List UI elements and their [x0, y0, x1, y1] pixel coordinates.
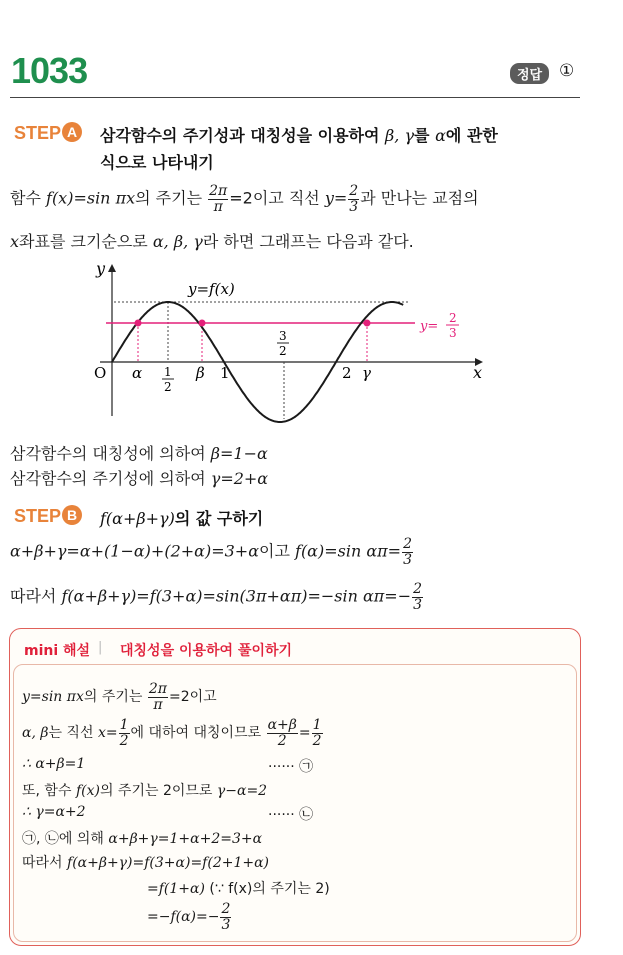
step-a-label: STEP A [14, 122, 82, 144]
tick-three-half-num: 3 [279, 329, 287, 343]
point-beta [199, 320, 206, 327]
step-a-title-line2: 식으로 나타내기 [100, 153, 214, 172]
tick-alpha: α [132, 364, 143, 382]
mini-line5-marker: ······ ㉡ [268, 807, 314, 823]
tick-one: 1 [220, 364, 230, 382]
tick-gamma: γ [362, 364, 371, 382]
step-a-title: 삼각함수의 주기성과 대칭성을 이용하여 β, γ를 α에 관한 [100, 126, 498, 145]
y-axis-arrow [108, 264, 116, 272]
tick-beta: β [196, 364, 205, 382]
x-axis-label: x [473, 363, 483, 382]
para1-line2: x좌표를 크기순으로 α, β, γ라 하면 그래프는 다음과 같다. [10, 232, 414, 251]
tick-half-num: 1 [164, 365, 172, 379]
mini-line2: α, β는 직선 x= $\frac{1}{2}$ 에 대하여 대칭이므로 $\frac{\alpha+\beta}{2}$ = $\frac{1}{2}$ [22, 717, 322, 749]
tick-three-half-den: 2 [279, 344, 287, 358]
mini-title: 대칭성을 이용하여 풀이하기 [120, 643, 293, 659]
step-b-badge: B [62, 505, 82, 525]
line-label: y= [420, 319, 439, 334]
line-label-den: 3 [449, 326, 457, 340]
step-b-label: STEP B [14, 505, 82, 527]
mini-line4: 또, 함수 f(x)의 주기는 2이므로 γ−α=2 [22, 783, 268, 799]
mini-line3-marker: ······ ㉠ [268, 759, 314, 775]
mini-label: mini 해설 [24, 643, 91, 659]
para1-line1: 함수 f(x)=sin πx의 주기는 $\frac{2\pi}{\pi}$ =2이고 직선 y= $\frac{2}{3}$ 과 만나는 교점의 [10, 183, 479, 215]
mini-line5: ∴ γ=α+2 [22, 804, 86, 820]
para2-line2: 따라서 f(α+β+γ)=f(3+α)=sin(3π+απ)=−sin απ=− $\frac{2}{3}$ [10, 581, 423, 613]
problem-number: 1033 [11, 50, 88, 91]
answer-value: ① [559, 61, 575, 81]
y-axis-label: y [96, 259, 106, 278]
tick-two: 2 [342, 364, 352, 382]
mini-line1: y=sin πx의 주기는 $\frac{2\pi}{\pi}$ =2이고 [22, 681, 217, 713]
para2-line1: α+β+γ=α+(1−α)+(2+α)=3+α이고 f(α)=sin απ= $\frac{2}{3}$ [10, 536, 412, 568]
mini-line3: ∴ α+β=1 [22, 756, 86, 772]
step-a-badge: A [62, 122, 82, 142]
line-label-num: 2 [449, 311, 457, 325]
symmetry-line: 삼각함수의 대칭성에 의하여 β=1−α [10, 444, 268, 463]
mini-separator: | [98, 640, 103, 655]
tick-half-den: 2 [164, 380, 172, 394]
mini-line8: =f(1+α) (∵ f(x)의 주기는 2) [147, 881, 330, 897]
point-alpha [135, 320, 142, 327]
mini-line7: 따라서 f(α+β+γ)=f(3+α)=f(2+1+α) [22, 855, 270, 871]
sine-graph [80, 256, 500, 426]
curve-label: y=f(x) [188, 280, 235, 298]
periodicity-line: 삼각함수의 주기성에 의하여 γ=2+α [10, 469, 269, 488]
mini-line9: =−f(α)=− $\frac{2}{3}$ [147, 901, 231, 933]
header-rule [10, 97, 580, 98]
mini-line6: ㉠, ㉡에 의해 α+β+γ=1+α+2=3+α [22, 831, 263, 847]
origin-label: O [94, 364, 107, 382]
point-gamma [364, 320, 371, 327]
step-b-title: f(α+β+γ)의 값 구하기 [100, 509, 264, 528]
answer-badge: 정답 [510, 63, 549, 84]
